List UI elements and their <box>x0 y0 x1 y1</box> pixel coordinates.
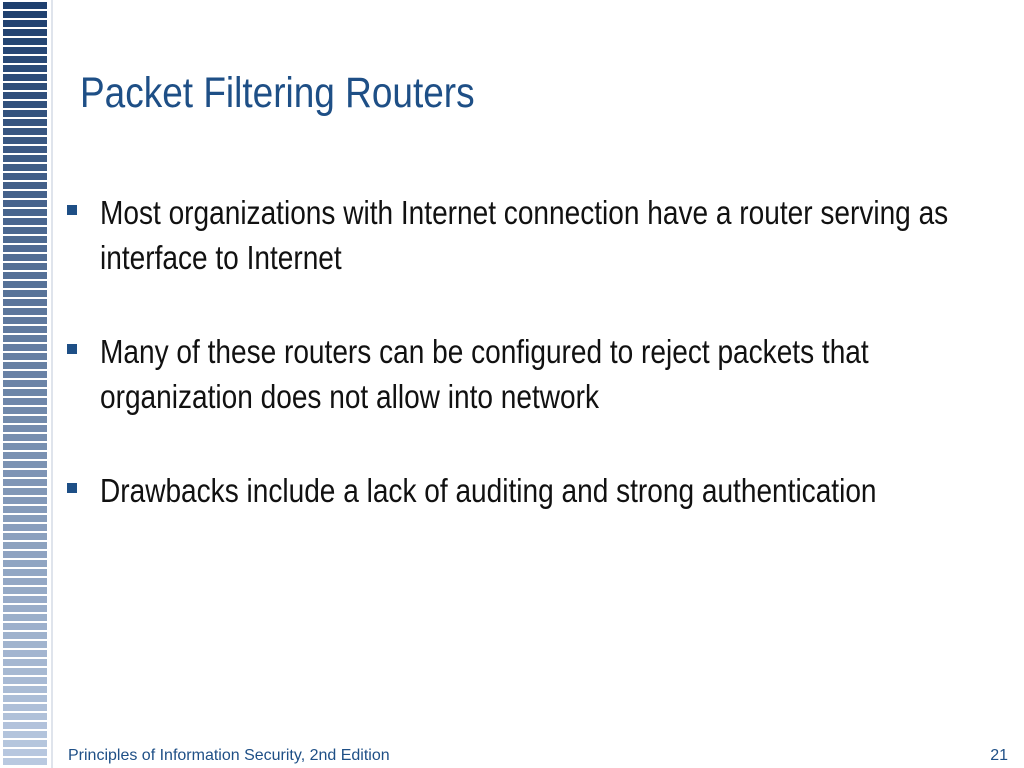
sidebar-stripe <box>3 713 47 720</box>
sidebar-stripe <box>3 632 47 639</box>
sidebar-stripe <box>3 722 47 729</box>
square-bullet-icon <box>67 483 77 493</box>
sidebar-stripe <box>3 434 47 441</box>
sidebar-stripe <box>3 317 47 324</box>
sidebar-stripe <box>3 731 47 738</box>
sidebar-stripe <box>3 173 47 180</box>
bullet-item <box>64 190 964 280</box>
sidebar-stripe <box>3 308 47 315</box>
sidebar-stripe <box>3 38 47 45</box>
bullet-item <box>64 329 964 419</box>
sidebar-stripe <box>3 596 47 603</box>
sidebar-stripe <box>3 56 47 63</box>
sidebar-stripe <box>3 659 47 666</box>
sidebar-stripe <box>3 515 47 522</box>
sidebar-stripe <box>3 236 47 243</box>
sidebar-stripe <box>3 524 47 531</box>
page-number: 21 <box>990 747 1008 764</box>
sidebar-stripe <box>3 92 47 99</box>
sidebar-stripe <box>3 623 47 630</box>
sidebar-stripe <box>3 146 47 153</box>
sidebar-stripe <box>3 83 47 90</box>
sidebar-stripe <box>3 353 47 360</box>
sidebar-stripe <box>3 11 47 18</box>
sidebar-stripe <box>3 200 47 207</box>
sidebar-divider <box>51 0 53 768</box>
sidebar-stripe <box>3 425 47 432</box>
sidebar-stripe <box>3 20 47 27</box>
sidebar-stripe <box>3 614 47 621</box>
sidebar-stripe <box>3 470 47 477</box>
sidebar-stripe <box>3 254 47 261</box>
sidebar-stripe <box>3 416 47 423</box>
sidebar-stripe <box>3 299 47 306</box>
sidebar-stripe <box>3 569 47 576</box>
sidebar-stripe <box>3 191 47 198</box>
sidebar-stripe <box>3 452 47 459</box>
sidebar-stripe <box>3 218 47 225</box>
sidebar-stripe <box>3 155 47 162</box>
sidebar-stripe <box>3 704 47 711</box>
sidebar-stripe <box>3 695 47 702</box>
sidebar-stripe <box>3 668 47 675</box>
sidebar-stripe <box>3 497 47 504</box>
sidebar-stripe <box>3 47 47 54</box>
sidebar-stripe <box>3 362 47 369</box>
bullet-text: Drawbacks include a lack of auditing and strong authentication <box>100 472 877 509</box>
sidebar-stripe <box>3 74 47 81</box>
sidebar-stripe <box>3 209 47 216</box>
sidebar-stripe <box>3 650 47 657</box>
bullet-item <box>64 468 964 513</box>
decorative-sidebar <box>0 0 50 768</box>
sidebar-stripe <box>3 740 47 747</box>
sidebar-stripe <box>3 344 47 351</box>
sidebar-stripe <box>3 326 47 333</box>
sidebar-stripe <box>3 29 47 36</box>
sidebar-stripe <box>3 461 47 468</box>
sidebar-stripe <box>3 389 47 396</box>
sidebar-stripe <box>3 335 47 342</box>
square-bullet-icon <box>67 205 77 215</box>
sidebar-stripe <box>3 641 47 648</box>
sidebar-stripe <box>3 272 47 279</box>
sidebar-stripe <box>3 2 47 9</box>
sidebar-stripe <box>3 290 47 297</box>
sidebar-stripe <box>3 488 47 495</box>
sidebar-stripe <box>3 227 47 234</box>
sidebar-stripe <box>3 65 47 72</box>
bullet-text: Most organizations with Internet connection have a router serving as interface to Internet <box>100 194 949 276</box>
footer-text: Principles of Information Security, 2nd Edition <box>68 747 390 764</box>
sidebar-stripe <box>3 137 47 144</box>
sidebar-stripe <box>3 605 47 612</box>
sidebar-stripe <box>3 407 47 414</box>
sidebar-stripe <box>3 110 47 117</box>
sidebar-stripe <box>3 479 47 486</box>
sidebar-stripe <box>3 560 47 567</box>
bullet-list <box>64 190 964 562</box>
sidebar-stripe <box>3 677 47 684</box>
sidebar-stripe <box>3 101 47 108</box>
sidebar-stripe <box>3 380 47 387</box>
sidebar-stripe <box>3 749 47 756</box>
sidebar-stripe <box>3 758 47 765</box>
sidebar-stripe <box>3 128 47 135</box>
sidebar-stripe <box>3 551 47 558</box>
sidebar-stripe <box>3 398 47 405</box>
slide-title: Packet Filtering Routers <box>80 69 475 117</box>
sidebar-stripe <box>3 443 47 450</box>
sidebar-stripe <box>3 182 47 189</box>
sidebar-stripe <box>3 164 47 171</box>
sidebar-stripe <box>3 119 47 126</box>
sidebar-stripe <box>3 245 47 252</box>
sidebar-stripe <box>3 578 47 585</box>
sidebar-stripe <box>3 542 47 549</box>
sidebar-stripe <box>3 587 47 594</box>
sidebar-stripe <box>3 686 47 693</box>
bullet-text: Many of these routers can be configured to reject packets that organization does not allow into network <box>100 333 869 415</box>
sidebar-stripe <box>3 506 47 513</box>
square-bullet-icon <box>67 344 77 354</box>
sidebar-stripe <box>3 533 47 540</box>
sidebar-stripe <box>3 371 47 378</box>
sidebar-stripe <box>3 263 47 270</box>
sidebar-stripe <box>3 281 47 288</box>
